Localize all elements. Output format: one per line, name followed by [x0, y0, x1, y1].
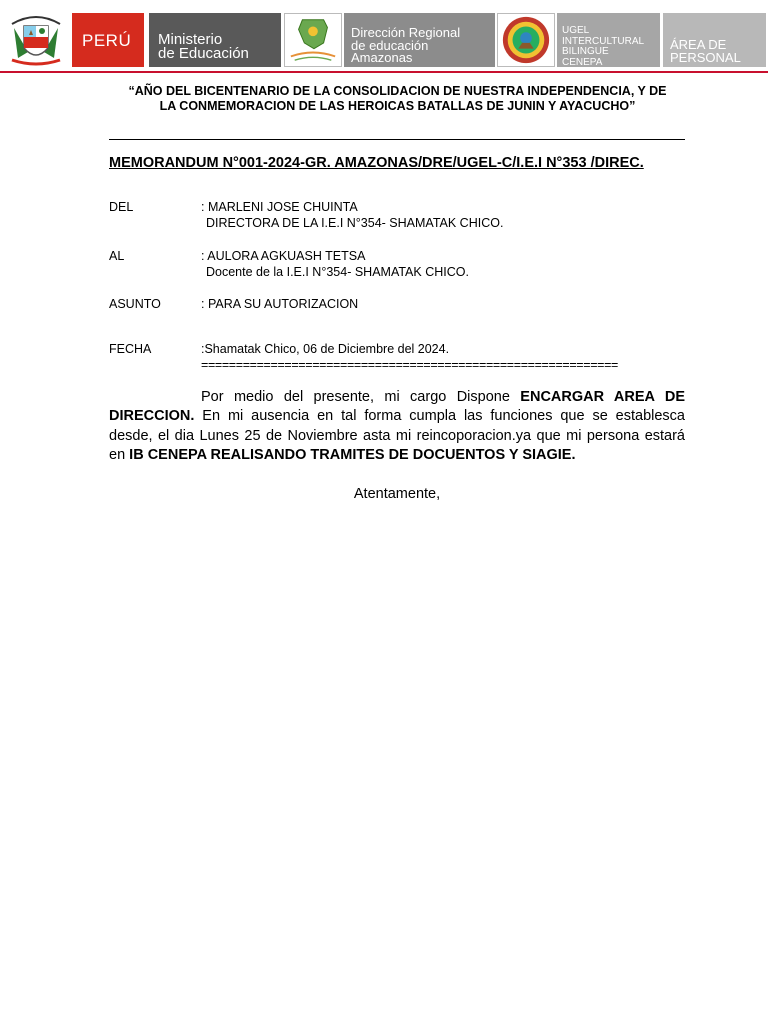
- body-text-2: En mi ausencia en tal forma cumpla las funciones que se establesca desde, el dia Lunes 25 de Noviembre asta mi reincoporacion.ya que mi persona estará en: [109, 408, 685, 463]
- separator-line: ============================================================: [201, 358, 618, 372]
- field-asunto-label: ASUNTO: [109, 297, 161, 311]
- title-rule: [109, 139, 685, 140]
- year-motto-line-2: LA CONMEMORACION DE LAS HEROICAS BATALLAS DE JUNIN Y AYACUCHO”: [159, 98, 636, 113]
- ugel-seal-icon: [497, 13, 555, 67]
- field-asunto-value: : PARA SU AUTORIZACION: [201, 297, 359, 311]
- peru-coat-of-arms-icon: [6, 12, 66, 68]
- peru-label: PERÚ: [72, 13, 144, 67]
- field-fecha-label: FECHA: [109, 342, 152, 356]
- body-bold-2: IB CENEPA REALISANDO TRAMITES DE DOCUENTOS Y SIAGIE.: [129, 446, 576, 463]
- year-motto-line-1: “AÑO DEL BICENTENARIO DE LA CONSOLIDACION DE NUESTRA INDEPENDENCIA, Y DE: [128, 84, 667, 98]
- field-al-value: : AULORA AGKUASH TETSA: [201, 249, 366, 263]
- closing: Atentamente,: [353, 486, 441, 502]
- gestion-logo-icon: [284, 13, 342, 67]
- field-del-value: : MARLENI JOSE CHUINTA: [201, 200, 358, 214]
- field-fecha-value: :Shamatak Chico, 06 de Diciembre del 2024.: [201, 342, 450, 356]
- field-del-label: DEL: [109, 200, 134, 214]
- field-al-label: AL: [109, 249, 125, 263]
- body-text-1: Por medio del presente, mi cargo Dispone: [201, 389, 521, 405]
- field-al-value-2: Docente de la I.E.I N°354- SHAMATAK CHICO.: [206, 265, 469, 279]
- regional-directorate-label: Dirección Regional de educación Amazonas: [344, 13, 495, 67]
- body-bold-1: ENCARGAR AREA DE DIRECCION.: [109, 389, 685, 425]
- ugel-label: UGEL INTERCULTURAL BILINGUE CENEPA: [557, 13, 660, 67]
- memo-body: [109, 388, 685, 465]
- header-divider: [0, 71, 768, 73]
- memo-title: MEMORANDUM N°001-2024-GR. AMAZONAS/DRE/UGEL-C/I.E.I N°353 /DIREC.: [109, 155, 644, 171]
- year-motto: [100, 84, 695, 113]
- letterhead-banner: [0, 0, 768, 74]
- area-label: ÁREA DE PERSONAL: [663, 13, 766, 67]
- field-del-value-2: DIRECTORA DE LA I.E.I N°354- SHAMATAK CHICO.: [206, 216, 504, 230]
- ministry-label: Ministerio de Educación: [149, 13, 281, 67]
